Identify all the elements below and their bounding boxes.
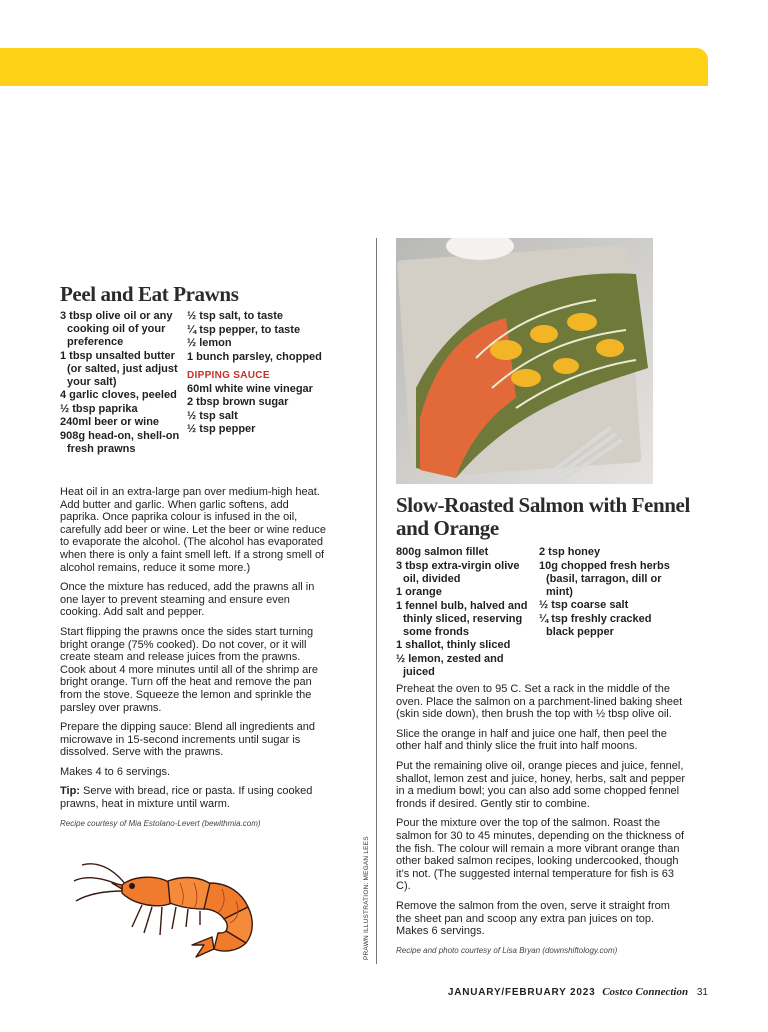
page-footer — [448, 986, 708, 998]
ingredient-item: ¼ tsp freshly cracked black pepper — [539, 612, 652, 638]
salmon-credit: Recipe and photo courtesy of Lisa Bryan (downshiftology.com) — [396, 945, 618, 955]
ingredient-item: ½ tsp salt, to taste — [187, 310, 283, 322]
prawns-ingredients-col1 — [60, 310, 182, 456]
prawns-recipe-title: Peel and Eat Prawns — [60, 282, 239, 306]
ingredient-item: 240ml beer or wine — [60, 416, 160, 428]
ingredient-item: 1 shallot, thinly sliced — [396, 639, 511, 651]
ingredient-item: 800g salmon fillet — [396, 546, 489, 558]
ingredient-item: 908g head-on, shell-on fresh prawns — [60, 429, 180, 455]
salmon-method — [396, 683, 688, 964]
illustration-credit: PRAWN ILLUSTRATION: MEGAN LEES — [363, 836, 370, 960]
ingredient-item: 1 tbsp unsalted butter (or salted, just adjust your salt) — [60, 349, 178, 388]
ingredient-item: ½ lemon, zested and juiced — [396, 652, 504, 678]
salmon-ingredients-col1 — [396, 546, 534, 679]
tip-label: Tip: — [60, 785, 80, 798]
ingredient-item: 1 orange — [396, 586, 442, 598]
prawns-credit: Recipe courtesy of Mia Estolano-Levert (bewithmia.com) — [60, 818, 261, 828]
method-step: Heat oil in an extra-large pan over medium-high heat. Add butter and garlic. When garlic softens, add paprika. Once paprika colour is infused in the oil, carefully add beer or wine. Let the beer or wine reduce to evaporate the alcohol. (The alcohol has evaporated when there is only a faint smell left. If a strong smell of alcohol remains, reduce it some more.) — [60, 486, 326, 574]
tip — [60, 785, 326, 810]
method-step: Remove the salmon from the oven, serve it straight from the sheet pan and scoop any extra pan juices on top. Makes 6 servings. — [396, 899, 670, 938]
method-step: Start flipping the prawns once the sides start turning bright orange (75% cooked). Do not cover, or it will create steam and release juices from the prawns. Cook about 4 more minutes until all of the shrimp are bright orange. Turn off the heat and remove the pan from the stove. Squeeze the lemon and sprinkle the parsley over prawns. — [60, 625, 319, 714]
ingredient-item: 3 tbsp extra-virgin olive oil, divided — [396, 559, 520, 585]
prawns-method — [60, 486, 326, 837]
ingredient-item: 2 tbsp brown sugar — [187, 396, 289, 408]
ingredient-item: 3 tbsp olive oil or any cooking oil of your preference — [60, 310, 173, 348]
ingredient-item: 60ml white wine vinegar — [187, 382, 313, 395]
ingredient-item: 2 tsp honey — [539, 546, 601, 558]
ingredient-item: 1 bunch parsley, chopped — [187, 350, 322, 363]
ingredient-item: 10g chopped fresh herbs (basil, tarragon, dill or mint) — [539, 559, 670, 598]
magazine-name: Costco Connection — [602, 986, 689, 998]
page-number: 31 — [696, 987, 708, 998]
header-banner — [0, 48, 708, 86]
method-step: Prepare the dipping sauce: Blend all ingredients and microwave in 15-second increments until sugar is dissolved. Serve with the prawns. — [60, 721, 316, 759]
method-step: Put the remaining olive oil, orange pieces and juice, fennel, shallot, lemon zest and juice, honey, herbs, salt and pepper in a medium bowl; you can also add some chopped fennel fronds if desired. Gently stir to combine. — [396, 759, 686, 810]
salmon-ingredients-col2 — [539, 546, 679, 639]
prawn-illustration — [72, 853, 272, 958]
method-step: Makes 4 to 6 servings. — [60, 765, 171, 778]
ingredient-item: ½ tsp coarse salt — [539, 599, 629, 611]
method-step: Once the mixture has reduced, add the prawns all in one layer to prevent steaming and ensure even cooking. Add salt and pepper. — [60, 581, 315, 619]
ingredient-item: ¼ tsp pepper, to taste — [187, 323, 301, 336]
prawn-eye — [129, 883, 135, 889]
ingredient-item: 4 garlic cloves, peeled — [60, 389, 177, 401]
salmon-photo — [396, 238, 653, 484]
ingredient-item: ½ tbsp paprika — [60, 402, 138, 415]
salmon-recipe-title: Slow-Roasted Salmon with Fennel and Orange — [396, 493, 690, 540]
method-step: Preheat the oven to 95 C. Set a rack in the middle of the oven. Place the salmon on a parchment-lined baking sheet (skin side down), then brush the top with ½ tbsp olive oil. — [396, 683, 683, 721]
ingredient-item: ½ tsp salt — [187, 409, 238, 422]
ingredient-item: ½ tsp pepper — [187, 423, 256, 435]
method-step: Slice the orange in half and juice one half, then peel the other half and thinly slice the fruit into half moons. — [396, 727, 667, 753]
column-divider — [376, 238, 377, 964]
issue-date: JANUARY/FEBRUARY 2023 — [447, 987, 596, 998]
ingredient-item: ½ lemon — [187, 337, 232, 349]
tip-text: Serve with bread, rice or pasta. If using cooked prawns, heat in mixture until warm. — [60, 785, 313, 811]
dipping-sauce-heading: DIPPING SAUCE — [187, 369, 270, 381]
prawns-ingredients-col2 — [187, 310, 337, 437]
method-step: Pour the mixture over the top of the salmon. Roast the salmon for 30 to 45 minutes, depending on the thickness of the fish. The colour will remain a more vibrant orange than other baked salmon recipes, looking undercooked, though it’s not. (The suggested internal temperature for fish is 63 C). — [396, 817, 685, 893]
ingredient-item: 1 fennel bulb, halved and thinly sliced, reserving some fronds — [396, 599, 528, 638]
